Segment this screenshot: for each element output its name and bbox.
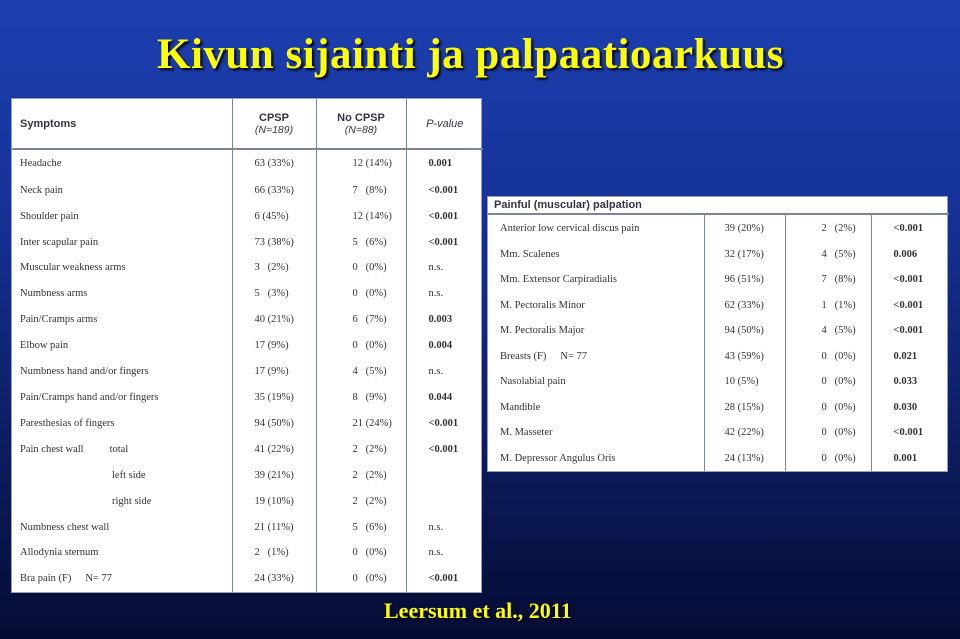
table-row	[488, 344, 949, 369]
symptom-label	[12, 359, 232, 385]
p-value: <0.001	[428, 184, 459, 196]
no-cpsp-value: 4 (5%)	[316, 359, 406, 385]
symptom-name: Headache	[20, 158, 62, 170]
symptom-name: Pain chest wall	[20, 443, 84, 455]
symptoms-table	[11, 98, 482, 593]
symptoms-table-header	[12, 99, 483, 149]
cpsp-value: 41 (22%)	[232, 436, 316, 462]
header-cpsp-n: (N=189)	[254, 123, 294, 136]
table-row	[12, 488, 483, 514]
palpation-name: M. Masseter	[500, 427, 553, 439]
p-value: <0.001	[893, 299, 924, 311]
p-value	[406, 462, 483, 488]
symptom-name: Pain/Cramps hand and/or fingers	[20, 391, 159, 403]
table-row	[488, 293, 949, 318]
no-cpsp-value: 2 (2%)	[316, 488, 406, 514]
symptom-name: Elbow pain	[20, 340, 69, 352]
palpation-name: M. Pectoralis Minor	[500, 299, 585, 311]
no-cpsp-value: 0 (0%)	[785, 420, 871, 445]
p-value: 0.044	[428, 391, 453, 403]
palpation-label	[488, 214, 704, 242]
no-cpsp-value: 21 (24%)	[316, 410, 406, 436]
no-cpsp-value: 0 (0%)	[316, 333, 406, 359]
symptom-label	[12, 488, 232, 514]
no-cpsp-value: 0 (0%)	[316, 255, 406, 281]
cpsp-value: 40 (21%)	[232, 307, 316, 333]
no-cpsp-value: 0 (0%)	[785, 369, 871, 394]
no-cpsp-value: 0 (0%)	[316, 540, 406, 566]
table-row	[12, 307, 483, 333]
palpation-name: Mm. Extensor Carpiradialis	[500, 274, 617, 286]
symptom-label	[12, 462, 232, 488]
symptom-label	[12, 255, 232, 281]
symptom-name: right side	[112, 495, 152, 507]
palpation-name: Mandible	[500, 401, 541, 413]
no-cpsp-value: 12 (14%)	[316, 149, 406, 177]
p-value: 0.001	[893, 452, 918, 464]
symptom-label	[12, 436, 232, 462]
no-cpsp-value: 7 (8%)	[316, 177, 406, 203]
header-no-cpsp-n: (N=88)	[344, 123, 378, 136]
table-row	[488, 214, 949, 242]
no-cpsp-value: 0 (0%)	[316, 281, 406, 307]
header-symptoms: Symptoms	[12, 99, 232, 149]
symptom-name: Bra pain (F)	[20, 573, 72, 585]
symptom-name: Inter scapular pain	[20, 236, 99, 248]
p-value: 0.030	[893, 401, 918, 413]
table-row	[488, 445, 949, 471]
cpsp-value: 24 (13%)	[704, 445, 785, 471]
palpation-name: M. Depressor Angulus Oris	[500, 452, 616, 464]
palpation-label	[488, 318, 704, 343]
cpsp-value: 39 (21%)	[232, 462, 316, 488]
header-painful-palpation: Painful (muscular) palpation	[488, 197, 949, 214]
no-cpsp-value: 2 (2%)	[316, 462, 406, 488]
no-cpsp-value: 6 (7%)	[316, 307, 406, 333]
cpsp-value: 5 (3%)	[232, 281, 316, 307]
palpation-table	[487, 196, 948, 472]
no-cpsp-value: 2 (2%)	[785, 214, 871, 242]
cpsp-value: 66 (33%)	[232, 177, 316, 203]
header-no-cpsp	[316, 99, 406, 149]
p-value: n.s.	[428, 288, 444, 300]
table-row	[12, 203, 483, 229]
cpsp-value: 2 (1%)	[232, 540, 316, 566]
cpsp-value: 96 (51%)	[704, 267, 785, 292]
p-value	[406, 488, 483, 514]
p-value: <0.001	[428, 443, 459, 455]
no-cpsp-value: 0 (0%)	[316, 566, 406, 592]
table-row	[12, 462, 483, 488]
cpsp-value: 42 (22%)	[704, 420, 785, 445]
palpation-name: Mm. Scalenes	[500, 249, 560, 260]
symptom-label	[12, 540, 232, 566]
symptom-label	[12, 410, 232, 436]
p-value: 0.033	[893, 376, 918, 388]
no-cpsp-value: 2 (2%)	[316, 436, 406, 462]
palpation-label	[488, 242, 704, 267]
palpation-name: Breasts (F)	[500, 350, 547, 362]
cpsp-value: 17 (9%)	[232, 333, 316, 359]
cpsp-value: 94 (50%)	[232, 410, 316, 436]
symptom-label	[12, 229, 232, 255]
cpsp-value: 21 (11%)	[232, 514, 316, 540]
header-no-cpsp-label: No CPSP	[337, 111, 385, 124]
palpation-name: Anterior low cervical discus pain	[500, 222, 640, 234]
no-cpsp-value: 8 (9%)	[316, 385, 406, 411]
cpsp-value: 43 (59%)	[704, 344, 785, 369]
p-value: n.s.	[428, 547, 444, 559]
header-p-value: P-value	[406, 99, 483, 149]
palpation-sub: N= 77	[560, 350, 588, 362]
slide-title: Kivun sijainti ja palpaatioarkuus	[157, 31, 785, 78]
no-cpsp-value: 4 (5%)	[785, 242, 871, 267]
cpsp-value: 73 (38%)	[232, 229, 316, 255]
citation: Leersum et al., 2011	[384, 598, 572, 623]
p-value: 0.006	[893, 249, 918, 260]
p-value: <0.001	[893, 325, 924, 337]
p-value: 0.021	[893, 350, 918, 362]
no-cpsp-value: 7 (8%)	[785, 267, 871, 292]
p-value: n.s.	[428, 521, 444, 533]
symptom-label	[12, 281, 232, 307]
p-value: <0.001	[428, 573, 459, 585]
table-row	[12, 410, 483, 436]
symptom-name: Neck pain	[20, 184, 63, 196]
table-row	[488, 267, 949, 292]
symptom-label	[12, 149, 232, 177]
palpation-label	[488, 369, 704, 394]
p-value: <0.001	[428, 236, 459, 248]
table-row	[488, 395, 949, 420]
symptom-label	[12, 203, 232, 229]
symptom-label	[12, 307, 232, 333]
palpation-label	[488, 420, 704, 445]
p-value: <0.001	[428, 417, 459, 429]
cpsp-value: 94 (50%)	[704, 318, 785, 343]
no-cpsp-value: 12 (14%)	[316, 203, 406, 229]
table-row	[12, 514, 483, 540]
symptom-name: Numbness arms	[20, 288, 88, 300]
no-cpsp-value: 0 (0%)	[785, 445, 871, 471]
table-row	[12, 229, 483, 255]
symptom-label	[12, 566, 232, 592]
cpsp-value: 24 (33%)	[232, 566, 316, 592]
cpsp-value: 6 (45%)	[232, 203, 316, 229]
p-value: <0.001	[893, 222, 924, 234]
cpsp-value: 19 (10%)	[232, 488, 316, 514]
no-cpsp-value: 4 (5%)	[785, 318, 871, 343]
table-row	[12, 540, 483, 566]
symptom-name: Pain/Cramps arms	[20, 314, 98, 326]
cpsp-value: 32 (17%)	[704, 242, 785, 267]
symptom-sub: N= 77	[85, 573, 112, 585]
palpation-name: Nasolabial pain	[500, 376, 566, 388]
symptom-name: Allodynia sternum	[20, 547, 99, 559]
cpsp-value: 28 (15%)	[704, 395, 785, 420]
table-row	[12, 385, 483, 411]
table-row	[12, 149, 483, 177]
cpsp-value: 63 (33%)	[232, 149, 316, 177]
symptom-label	[12, 333, 232, 359]
palpation-label	[488, 445, 704, 471]
table-row	[12, 566, 483, 592]
p-value: 0.003	[428, 314, 453, 326]
table-row	[12, 255, 483, 281]
palpation-label	[488, 344, 704, 369]
symptom-name: Numbness hand and/or fingers	[20, 366, 149, 378]
table-row	[488, 242, 949, 267]
symptom-name: Shoulder pain	[20, 210, 79, 222]
cpsp-value: 10 (5%)	[704, 369, 785, 394]
no-cpsp-value: 5 (6%)	[316, 514, 406, 540]
cpsp-value: 62 (33%)	[704, 293, 785, 318]
table-row	[12, 177, 483, 203]
p-value: 0.004	[428, 340, 453, 352]
table-row	[12, 281, 483, 307]
symptom-name: Paresthesias of fingers	[20, 417, 115, 429]
p-value: <0.001	[428, 210, 459, 222]
p-value: <0.001	[893, 427, 924, 439]
palpation-name: M. Pectoralis Major	[500, 325, 585, 337]
palpation-label	[488, 395, 704, 420]
no-cpsp-value: 0 (0%)	[785, 395, 871, 420]
p-value: n.s.	[428, 366, 444, 378]
no-cpsp-value: 0 (0%)	[785, 344, 871, 369]
symptom-label	[12, 514, 232, 540]
symptom-name: left side	[112, 469, 146, 481]
palpation-table-header	[488, 197, 949, 214]
no-cpsp-value: 5 (6%)	[316, 229, 406, 255]
symptom-name: Numbness chest wall	[20, 521, 110, 533]
table-row	[488, 420, 949, 445]
p-value: n.s.	[428, 262, 444, 274]
cpsp-value: 35 (19%)	[232, 385, 316, 411]
symptom-sub: total	[109, 443, 129, 455]
symptom-label	[12, 177, 232, 203]
table-row	[488, 318, 949, 343]
palpation-label	[488, 267, 704, 292]
cpsp-value: 39 (20%)	[704, 214, 785, 242]
symptom-name: Muscular weakness arms	[20, 262, 126, 274]
cpsp-value: 17 (9%)	[232, 359, 316, 385]
p-value: <0.001	[893, 274, 924, 286]
palpation-label	[488, 293, 704, 318]
header-cpsp-label: CPSP	[259, 111, 289, 124]
no-cpsp-value: 1 (1%)	[785, 293, 871, 318]
table-row	[12, 436, 483, 462]
header-cpsp	[232, 99, 316, 149]
p-value: 0.001	[428, 158, 453, 170]
table-row	[12, 359, 483, 385]
cpsp-value: 3 (2%)	[232, 255, 316, 281]
table-row	[488, 369, 949, 394]
symptom-label	[12, 385, 232, 411]
table-row	[12, 333, 483, 359]
